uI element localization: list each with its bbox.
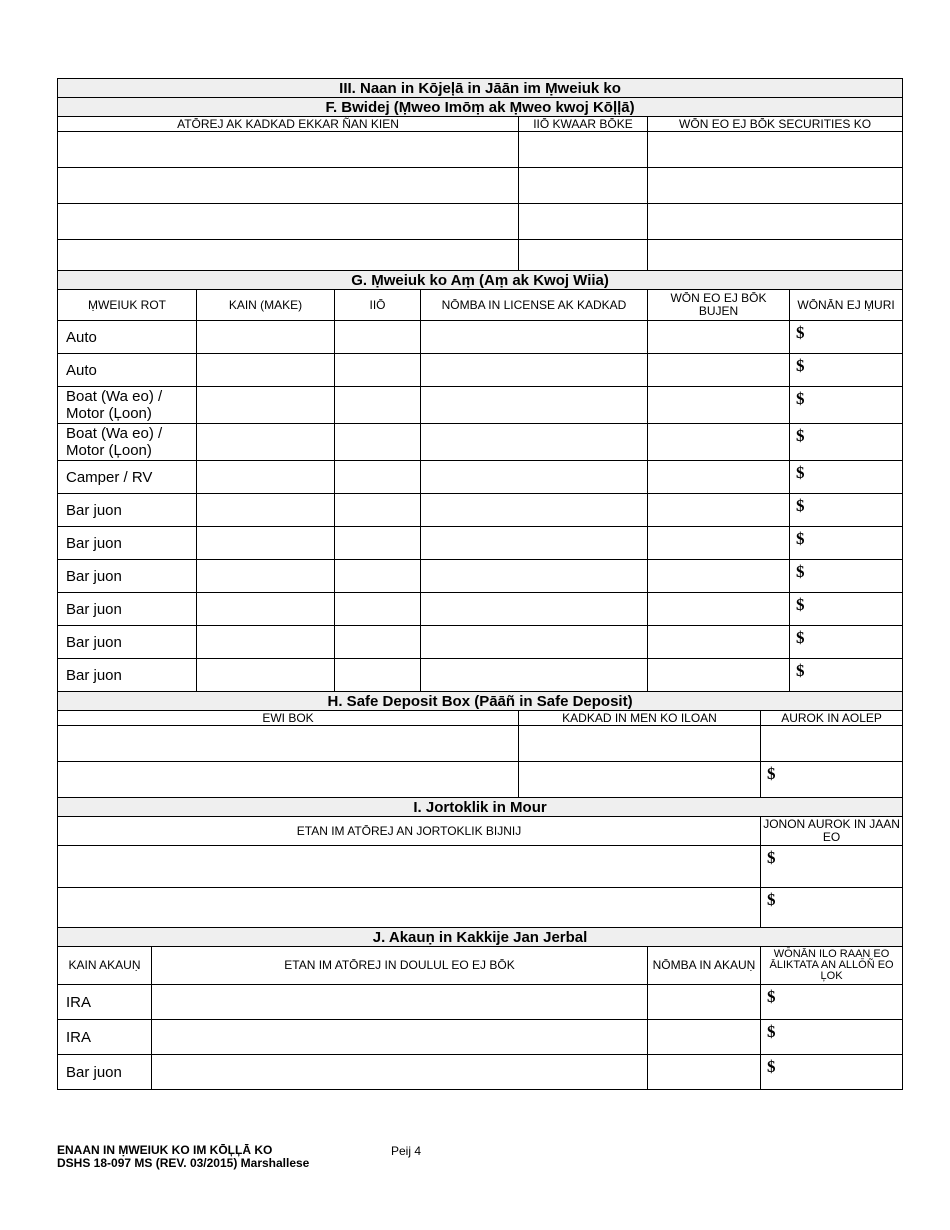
balance-field[interactable]: [761, 1055, 903, 1090]
account-number-field[interactable]: [648, 1020, 761, 1055]
dollar-sign: $: [796, 661, 805, 680]
table-row: [58, 1020, 903, 1055]
property-holder-field[interactable]: [648, 204, 903, 240]
license-field[interactable]: [421, 659, 648, 692]
table-row: [58, 626, 903, 659]
amount-owed-field[interactable]: [790, 424, 903, 461]
col-header-amount-owed: WŌNĀN EJ ṂURI: [790, 290, 903, 321]
dollar-sign: $: [796, 562, 805, 581]
table-row: [58, 494, 903, 527]
property-holder-field[interactable]: [648, 168, 903, 204]
table-row: [58, 132, 903, 168]
account-number-field[interactable]: [648, 985, 761, 1020]
property-address-field[interactable]: [58, 168, 519, 204]
account-type-label: Bar juon: [58, 1055, 152, 1090]
dollar-sign: $: [796, 356, 805, 375]
dollar-sign: $: [796, 628, 805, 647]
amount-owed-field[interactable]: [790, 626, 903, 659]
dollar-sign: $: [796, 496, 805, 515]
year-field[interactable]: [335, 494, 421, 527]
vehicle-type-label: Boat (Wa eo) / Motor (Ļoon): [58, 424, 197, 461]
amount-owed-field[interactable]: [790, 354, 903, 387]
table-row: [58, 461, 903, 494]
license-field[interactable]: [421, 461, 648, 494]
lien-holder-field[interactable]: [648, 461, 790, 494]
lien-holder-field[interactable]: [648, 527, 790, 560]
table-row: [58, 762, 903, 798]
license-field[interactable]: [421, 527, 648, 560]
dollar-sign: $: [767, 764, 776, 783]
year-field[interactable]: [335, 387, 421, 424]
col-header-lien-holder: WŌN EO EJ BŌK BUJEN: [648, 290, 790, 321]
vehicle-type-label: Auto: [58, 321, 197, 354]
insurance-company-field[interactable]: [58, 888, 761, 928]
col-header-account-type: KAIN AKAUṆ: [58, 947, 152, 985]
property-address-field[interactable]: [58, 240, 519, 271]
amount-owed-field[interactable]: [790, 321, 903, 354]
lien-holder-field[interactable]: [648, 387, 790, 424]
dollar-sign: $: [767, 890, 776, 909]
amount-owed-field[interactable]: [790, 659, 903, 692]
col-header-make: KAIN (MAKE): [197, 290, 335, 321]
col-header-license: NŌMBA IN LICENSE AK KADKAD: [421, 290, 648, 321]
vehicle-type-label: Bar juon: [58, 626, 197, 659]
dollar-sign: $: [767, 848, 776, 867]
institution-field[interactable]: [152, 985, 648, 1020]
lien-holder-field[interactable]: [648, 354, 790, 387]
amount-owed-field[interactable]: [790, 560, 903, 593]
account-type-label: IRA: [58, 985, 152, 1020]
lien-holder-field[interactable]: [648, 424, 790, 461]
vehicle-type-label: Camper / RV: [58, 461, 197, 494]
year-field[interactable]: [335, 659, 421, 692]
cash-value-field[interactable]: [761, 846, 903, 888]
form-title: ENAAN IN ṂWEIUK KO IM KŌĻĻĀ KO: [57, 1143, 273, 1157]
dollar-sign: $: [796, 389, 805, 408]
make-field[interactable]: [197, 461, 335, 494]
license-field[interactable]: [421, 354, 648, 387]
make-field[interactable]: [197, 527, 335, 560]
col-header-year-bought: IIŌ KWAAR BŌKE: [519, 117, 648, 132]
license-field[interactable]: [421, 560, 648, 593]
amount-owed-field[interactable]: [790, 387, 903, 424]
col-header-box-contents: KADKAD IN MEN KO ILOAN: [519, 711, 761, 726]
dollar-sign: $: [796, 323, 805, 342]
lien-holder-field[interactable]: [648, 560, 790, 593]
vehicle-type-label: Bar juon: [58, 560, 197, 593]
table-row: [58, 560, 903, 593]
dollar-sign: $: [796, 529, 805, 548]
make-field[interactable]: [197, 321, 335, 354]
license-field[interactable]: [421, 387, 648, 424]
form-id: DSHS 18-097 MS (REV. 03/2015) Marshallese: [57, 1156, 310, 1170]
amount-owed-field[interactable]: [790, 527, 903, 560]
license-field[interactable]: [421, 626, 648, 659]
col-header-latest-balance: WŌNĀN ILO RAAN EO ĀLIKTATA AN ALLŌÑ EO ĻOK: [761, 947, 903, 985]
table-row: [58, 527, 903, 560]
box-contents-field[interactable]: [519, 762, 761, 798]
col-header-securities-holder: WŌN EO EJ BŌK SECURITIES KO: [648, 117, 903, 132]
section-j-title: J. Akauṇ in Kakkije Jan Jerbal: [58, 928, 903, 947]
table-row: [58, 888, 903, 928]
section-f-title: F. Bwidej (Ṃweo Imōṃ ak Ṃweo kwoj Kōļļā): [58, 98, 903, 117]
table-row: [58, 726, 903, 762]
amount-owed-field[interactable]: [790, 494, 903, 527]
property-address-field[interactable]: [58, 132, 519, 168]
col-header-vehicle-type: ṂWEIUK ROT: [58, 290, 197, 321]
institution-field[interactable]: [152, 1055, 648, 1090]
vehicle-type-label: Bar juon: [58, 527, 197, 560]
license-field[interactable]: [421, 321, 648, 354]
assets-form: [57, 78, 902, 1090]
account-type-label: IRA: [58, 1020, 152, 1055]
year-field[interactable]: [335, 527, 421, 560]
col-header-insurance-company: ETAN IM ATŌREJ AN JORTOKLIK BIJNIJ: [58, 817, 761, 846]
table-row: [58, 204, 903, 240]
lien-holder-field[interactable]: [648, 659, 790, 692]
table-row: [58, 985, 903, 1020]
section-g-title: G. Ṃweiuk ko Aṃ (Aṃ ak Kwoj Wiia): [58, 271, 903, 290]
account-number-field[interactable]: [648, 1055, 761, 1090]
vehicle-type-label: Bar juon: [58, 593, 197, 626]
year-field[interactable]: [335, 560, 421, 593]
year-field[interactable]: [335, 626, 421, 659]
total-value-field[interactable]: [761, 726, 903, 762]
lien-holder-field[interactable]: [648, 626, 790, 659]
license-field[interactable]: [421, 424, 648, 461]
col-header-box-location: EWI BOK: [58, 711, 519, 726]
box-contents-field[interactable]: [519, 726, 761, 762]
lien-holder-field[interactable]: [648, 494, 790, 527]
dollar-sign: $: [767, 987, 776, 1006]
make-field[interactable]: [197, 354, 335, 387]
table-row: [58, 321, 903, 354]
property-year-field[interactable]: [519, 168, 648, 204]
dollar-sign: $: [796, 595, 805, 614]
year-field[interactable]: [335, 321, 421, 354]
col-header-year: IIŌ: [335, 290, 421, 321]
cash-value-field[interactable]: [761, 888, 903, 928]
col-header-financial-institution: ETAN IM ATŌREJ IN DOULUL EO EJ BŌK: [152, 947, 648, 985]
institution-field[interactable]: [152, 1020, 648, 1055]
property-holder-field[interactable]: [648, 132, 903, 168]
table-row: [58, 168, 903, 204]
make-field[interactable]: [197, 387, 335, 424]
property-year-field[interactable]: [519, 204, 648, 240]
year-field[interactable]: [335, 354, 421, 387]
dollar-sign: $: [796, 463, 805, 482]
property-holder-field[interactable]: [648, 240, 903, 271]
box-location-field[interactable]: [58, 762, 519, 798]
col-header-address: ATŌREJ AK KADKAD EKKAR ÑAN KIEN: [58, 117, 519, 132]
make-field[interactable]: [197, 593, 335, 626]
make-field[interactable]: [197, 626, 335, 659]
year-field[interactable]: [335, 593, 421, 626]
year-field[interactable]: [335, 424, 421, 461]
total-value-field[interactable]: [761, 762, 903, 798]
table-row: [58, 1055, 903, 1090]
table-row: [58, 387, 903, 424]
vehicle-type-label: Bar juon: [58, 659, 197, 692]
make-field[interactable]: [197, 494, 335, 527]
make-field[interactable]: [197, 659, 335, 692]
license-field[interactable]: [421, 593, 648, 626]
col-header-cash-value: JONON AUROK IN JAAN EO: [761, 817, 903, 846]
vehicle-type-label: Auto: [58, 354, 197, 387]
col-header-total-value: AUROK IN AOLEP: [761, 711, 903, 726]
table-row: [58, 846, 903, 888]
section-iii-title: III. Naan in Kōjeļā in Jāān im Ṃweiuk ko: [58, 79, 903, 98]
form-footer: [57, 1144, 309, 1170]
box-location-field[interactable]: [58, 726, 519, 762]
vehicle-type-label: Boat (Wa eo) / Motor (Ļoon): [58, 387, 197, 424]
col-header-account-number: NŌMBA IN AKAUṆ: [648, 947, 761, 985]
balance-field[interactable]: [761, 985, 903, 1020]
lien-holder-field[interactable]: [648, 593, 790, 626]
property-address-field[interactable]: [58, 204, 519, 240]
dollar-sign: $: [796, 426, 805, 445]
dollar-sign: $: [767, 1022, 776, 1041]
page-number: Peij 4: [391, 1144, 422, 1158]
section-i-title: I. Jortoklik in Mour: [58, 798, 903, 817]
license-field[interactable]: [421, 494, 648, 527]
table-row: [58, 424, 903, 461]
section-h-title: H. Safe Deposit Box (Pāāñ in Safe Deposit): [58, 692, 903, 711]
assets-table: [57, 78, 903, 1090]
year-field[interactable]: [335, 461, 421, 494]
vehicle-type-label: Bar juon: [58, 494, 197, 527]
table-row: [58, 659, 903, 692]
lien-holder-field[interactable]: [648, 321, 790, 354]
table-row: [58, 240, 903, 271]
balance-field[interactable]: [761, 1020, 903, 1055]
make-field[interactable]: [197, 424, 335, 461]
table-row: [58, 593, 903, 626]
property-year-field[interactable]: [519, 132, 648, 168]
amount-owed-field[interactable]: [790, 461, 903, 494]
amount-owed-field[interactable]: [790, 593, 903, 626]
dollar-sign: $: [767, 1057, 776, 1076]
table-row: [58, 354, 903, 387]
insurance-company-field[interactable]: [58, 846, 761, 888]
make-field[interactable]: [197, 560, 335, 593]
property-year-field[interactable]: [519, 240, 648, 271]
